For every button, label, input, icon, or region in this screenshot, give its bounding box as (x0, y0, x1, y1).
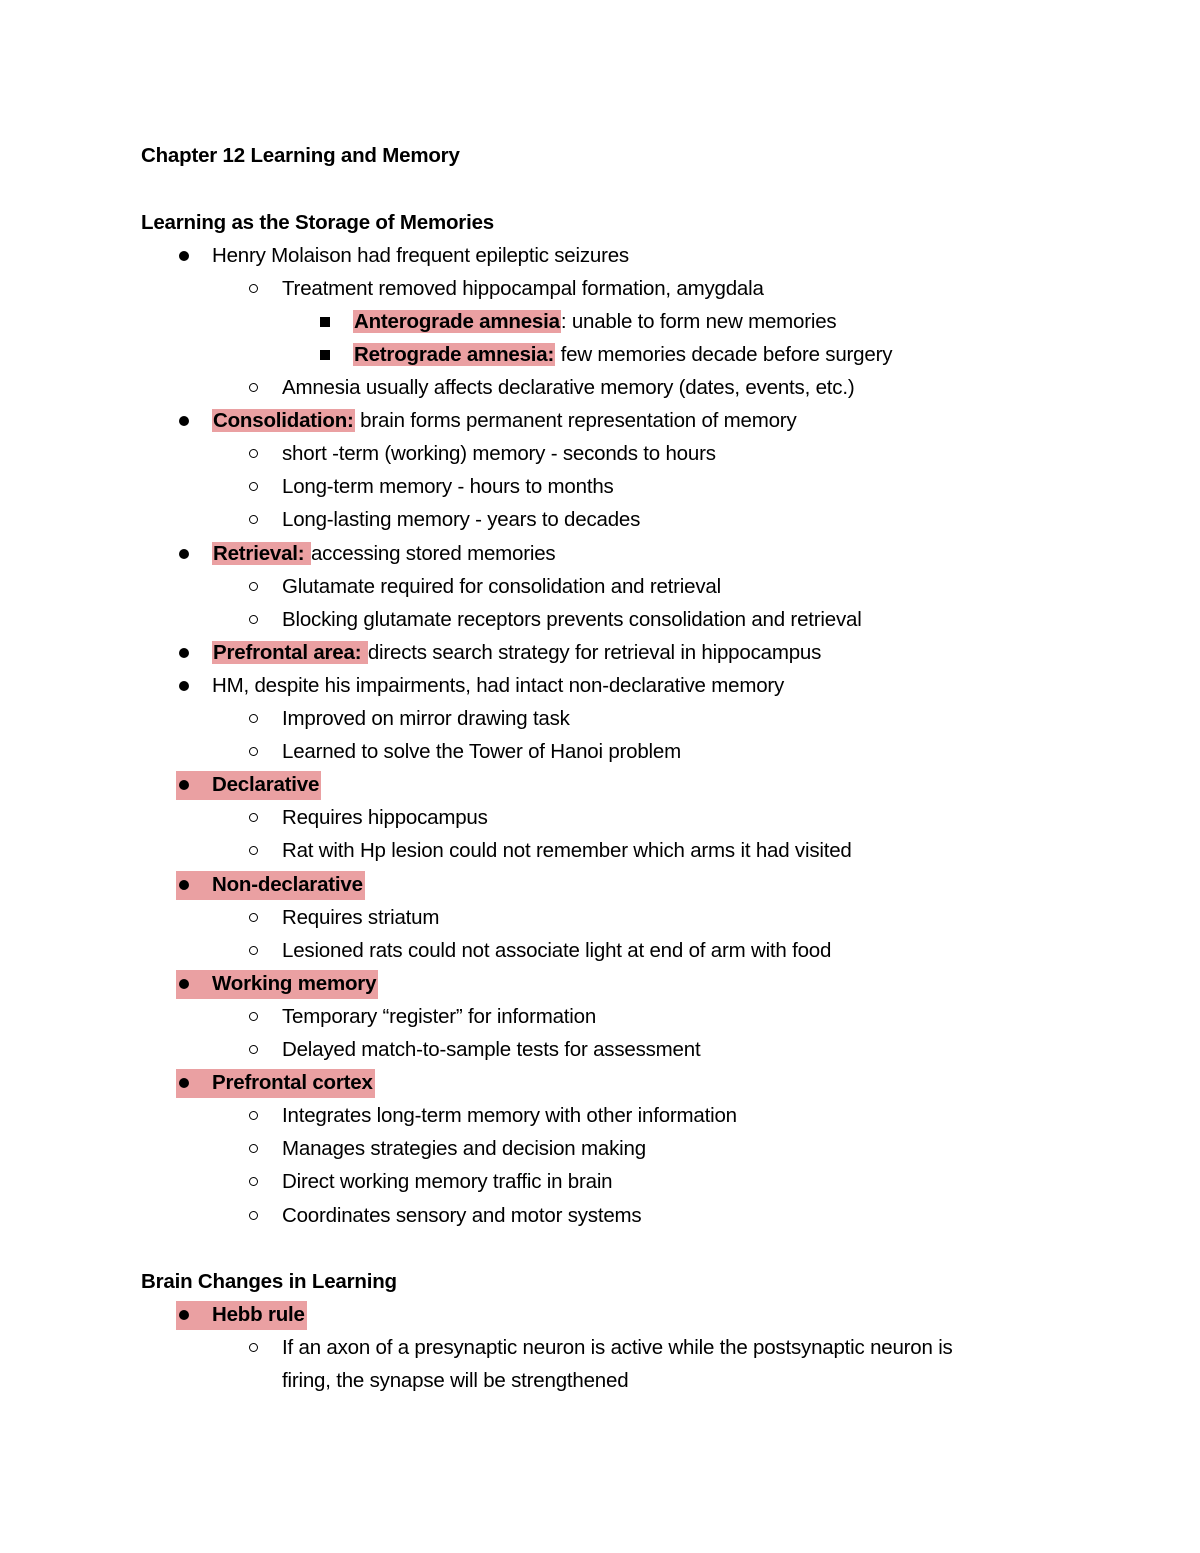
list-item-level-2 (282, 1169, 612, 1195)
item-text: Coordinates sensory and motor systems (282, 1204, 642, 1227)
list-item-continuation (282, 1368, 628, 1394)
item-text: Amnesia usually affects declarative memory (dates, events, etc.) (282, 376, 855, 399)
list-item-level-2 (282, 574, 721, 600)
filled-circle-bullet-icon (179, 780, 189, 790)
item-text: Lesioned rats could not associate light at end of arm with food (282, 939, 832, 962)
key-term: Prefrontal cortex (212, 1071, 373, 1094)
list-item-level-1 (212, 1302, 305, 1328)
list-item-level-2 (282, 276, 764, 302)
list-item-level-1 (212, 640, 821, 666)
key-term: Consolidation: (213, 409, 354, 432)
list-item-level-2 (282, 441, 716, 467)
item-text: Henry Molaison had frequent epileptic seizures (212, 244, 629, 267)
item-text: Requires striatum (282, 906, 440, 929)
key-term: Prefrontal area: (213, 641, 367, 664)
filled-circle-bullet-icon (179, 1078, 189, 1088)
list-item-level-1 (212, 243, 629, 269)
list-item-level-1 (212, 1070, 373, 1096)
item-text: If an axon of a presynaptic neuron is active while the postsynaptic neuron is (282, 1336, 953, 1359)
section-heading: Learning as the Storage of Memories (141, 211, 494, 234)
hollow-circle-bullet-icon (249, 714, 258, 723)
list-item-level-2 (282, 1203, 641, 1229)
hollow-circle-bullet-icon (249, 1211, 258, 1220)
list-item-level-2 (282, 1004, 596, 1030)
hollow-circle-bullet-icon (249, 615, 258, 624)
list-item-level-2 (282, 706, 570, 732)
hollow-circle-bullet-icon (249, 913, 258, 922)
item-text: firing, the synapse will be strengthened (282, 1369, 629, 1392)
item-text: Glutamate required for consolidation and retrieval (282, 575, 721, 598)
item-text: Long-term memory - hours to months (282, 475, 614, 498)
list-item-level-3 (353, 342, 892, 368)
list-item-level-2 (282, 1136, 646, 1162)
item-text: Delayed match-to-sample tests for assessment (282, 1038, 701, 1061)
list-item-level-2 (282, 375, 854, 401)
hollow-circle-bullet-icon (249, 515, 258, 524)
item-text: few memories decade before surgery (555, 343, 893, 366)
list-item-level-3 (353, 309, 836, 335)
item-text: Integrates long-term memory with other information (282, 1104, 737, 1127)
filled-circle-bullet-icon (179, 1310, 189, 1320)
list-item-level-2 (282, 507, 640, 533)
item-text: Rat with Hp lesion could not remember which arms it had visited (282, 839, 852, 862)
filled-circle-bullet-icon (179, 880, 189, 890)
list-item-level-2 (282, 474, 614, 500)
hollow-circle-bullet-icon (249, 813, 258, 822)
list-item-level-2 (282, 1103, 737, 1129)
hollow-circle-bullet-icon (249, 449, 258, 458)
square-bullet-icon (320, 350, 330, 360)
hollow-circle-bullet-icon (249, 946, 258, 955)
key-term: Anterograde amnesia (354, 310, 560, 333)
key-term: Working memory (212, 972, 377, 995)
list-item-level-2 (282, 1037, 700, 1063)
hollow-circle-bullet-icon (249, 582, 258, 591)
item-text: accessing stored memories (310, 542, 556, 565)
filled-circle-bullet-icon (179, 648, 189, 658)
filled-circle-bullet-icon (179, 251, 189, 261)
item-text: Temporary “register” for information (282, 1005, 597, 1028)
item-text: Improved on mirror drawing task (282, 707, 570, 730)
hollow-circle-bullet-icon (249, 482, 258, 491)
list-item-level-2 (282, 607, 862, 633)
square-bullet-icon (320, 317, 330, 327)
item-text: Manages strategies and decision making (282, 1137, 646, 1160)
document-title: Chapter 12 Learning and Memory (141, 144, 460, 167)
hollow-circle-bullet-icon (249, 1144, 258, 1153)
item-text: HM, despite his impairments, had intact non-declarative memory (212, 674, 785, 697)
hollow-circle-bullet-icon (249, 1111, 258, 1120)
hollow-circle-bullet-icon (249, 747, 258, 756)
list-item-level-1 (212, 673, 784, 699)
list-item-level-2 (282, 905, 439, 931)
hollow-circle-bullet-icon (249, 383, 258, 392)
list-item-level-2 (282, 1335, 953, 1361)
section-heading: Brain Changes in Learning (141, 1270, 397, 1293)
filled-circle-bullet-icon (179, 549, 189, 559)
list-item-level-1 (212, 772, 319, 798)
list-item-level-2 (282, 838, 852, 864)
list-item-level-1 (212, 872, 363, 898)
item-text: Treatment removed hippocampal formation, amygdala (282, 277, 764, 300)
key-term: Retrograde amnesia: (354, 343, 555, 366)
filled-circle-bullet-icon (179, 416, 189, 426)
item-text: Long-lasting memory - years to decades (282, 508, 641, 531)
list-item-level-2 (282, 805, 488, 831)
list-item-level-1 (212, 971, 376, 997)
key-term: Retrieval: (213, 542, 310, 565)
hollow-circle-bullet-icon (249, 1045, 258, 1054)
item-text: : unable to form new memories (560, 310, 837, 333)
item-text: short -term (working) memory - seconds to hours (282, 442, 716, 465)
key-term: Hebb rule (212, 1303, 305, 1326)
hollow-circle-bullet-icon (249, 1343, 258, 1352)
item-text: brain forms permanent representation of memory (354, 409, 797, 432)
key-term: Non-declarative (212, 873, 363, 896)
key-term: Declarative (212, 773, 320, 796)
hollow-circle-bullet-icon (249, 846, 258, 855)
hollow-circle-bullet-icon (249, 1012, 258, 1021)
item-text: Requires hippocampus (282, 806, 488, 829)
filled-circle-bullet-icon (179, 979, 189, 989)
list-item-level-1 (212, 541, 555, 567)
item-text: Learned to solve the Tower of Hanoi problem (282, 740, 681, 763)
list-item-level-1 (212, 408, 797, 434)
item-text: Direct working memory traffic in brain (282, 1170, 613, 1193)
list-item-level-2 (282, 938, 831, 964)
item-text: directs search strategy for retrieval in hippocampus (367, 641, 822, 664)
list-item-level-2 (282, 739, 681, 765)
hollow-circle-bullet-icon (249, 1177, 258, 1186)
filled-circle-bullet-icon (179, 681, 189, 691)
item-text: Blocking glutamate receptors prevents consolidation and retrieval (282, 608, 862, 631)
hollow-circle-bullet-icon (249, 284, 258, 293)
